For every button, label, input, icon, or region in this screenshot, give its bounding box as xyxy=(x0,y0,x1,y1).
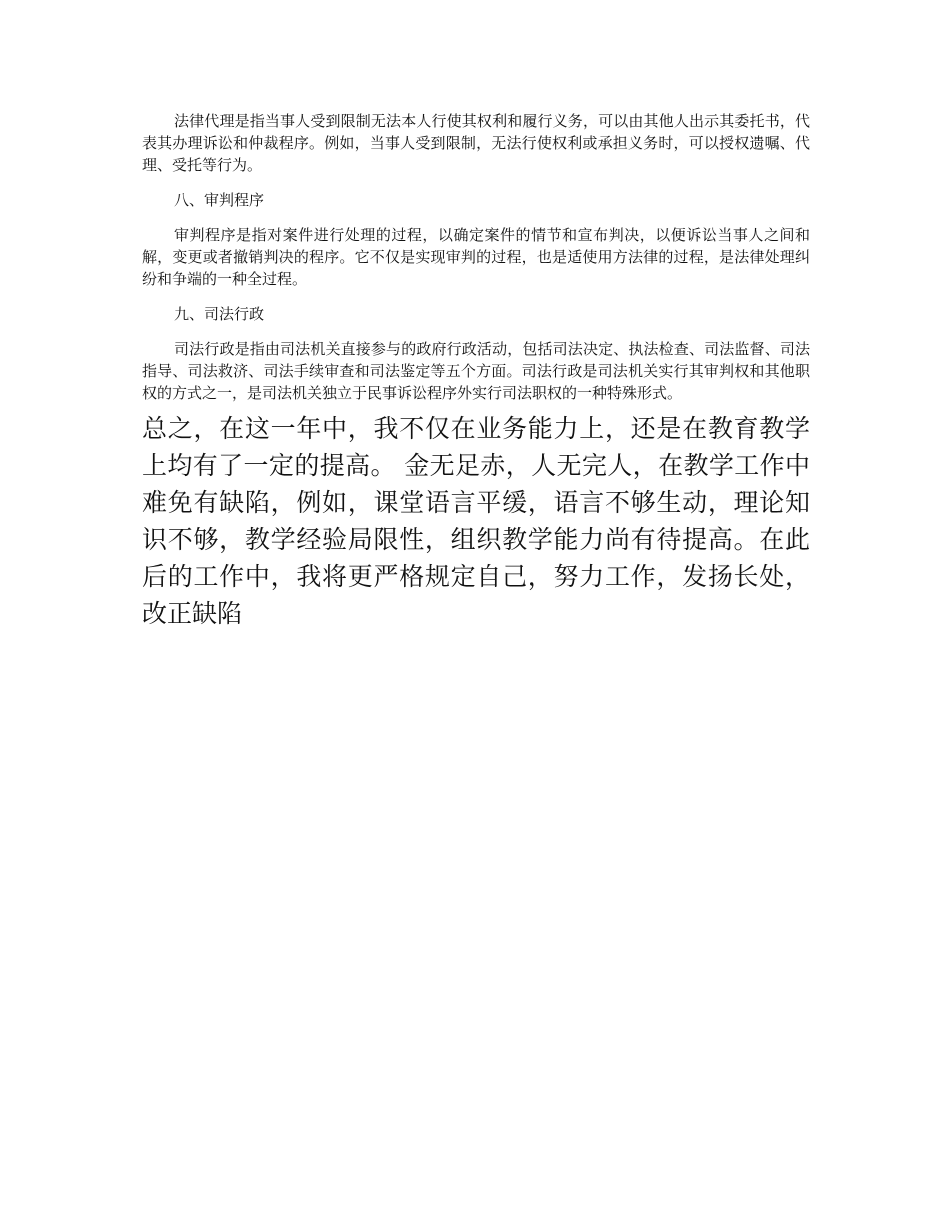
paragraph-judicial-administration: 司法行政是指由司法机关直接参与的政府行政活动，包括司法决定、执法检查、司法监督、司法指导、司法救济、司法手续审查和司法鉴定等五个方面。司法行政是司法机关实行其审判权和其他职权的方式之一，是司法机关独立于民事诉讼程序外实行司法职权的一种特殊形式。 xyxy=(142,340,810,402)
section-heading-trial-procedure: 八、审判程序 xyxy=(174,191,265,209)
document-body xyxy=(142,110,810,632)
section-heading-judicial-administration: 九、司法行政 xyxy=(174,305,265,323)
paragraph-summary: 总之，在这一年中，我不仅在业务能力上，还是在教育教学上均有了一定的提高。 金无足赤，人无完人，在教学工作中难免有缺陷，例如，课堂语言平缓，语言不够生动，理论知识不够，教学经验局限性，组织教学能力尚有待提高。在此后的工作中，我将更严格规定自己，努力工作，发扬长处，改正缺陷 xyxy=(142,414,810,628)
paragraph-legal-agency: 法律代理是指当事人受到限制无法本人行使其权利和履行义务，可以由其他人出示其委托书，代表其办理诉讼和仲裁程序。例如，当事人受到限制，无法行使权利或承担义务时，可以授权遗嘱、代理、受托等行为。 xyxy=(142,112,810,174)
paragraph-trial-procedure: 审判程序是指对案件进行处理的过程，以确定案件的情节和宣布判决，以便诉讼当事人之间和解，变更或者撤销判决的程序。它不仅是实现审判的过程，也是适使用方法律的过程，是法律处理纠纷和争端的一种全过程。 xyxy=(142,226,810,288)
